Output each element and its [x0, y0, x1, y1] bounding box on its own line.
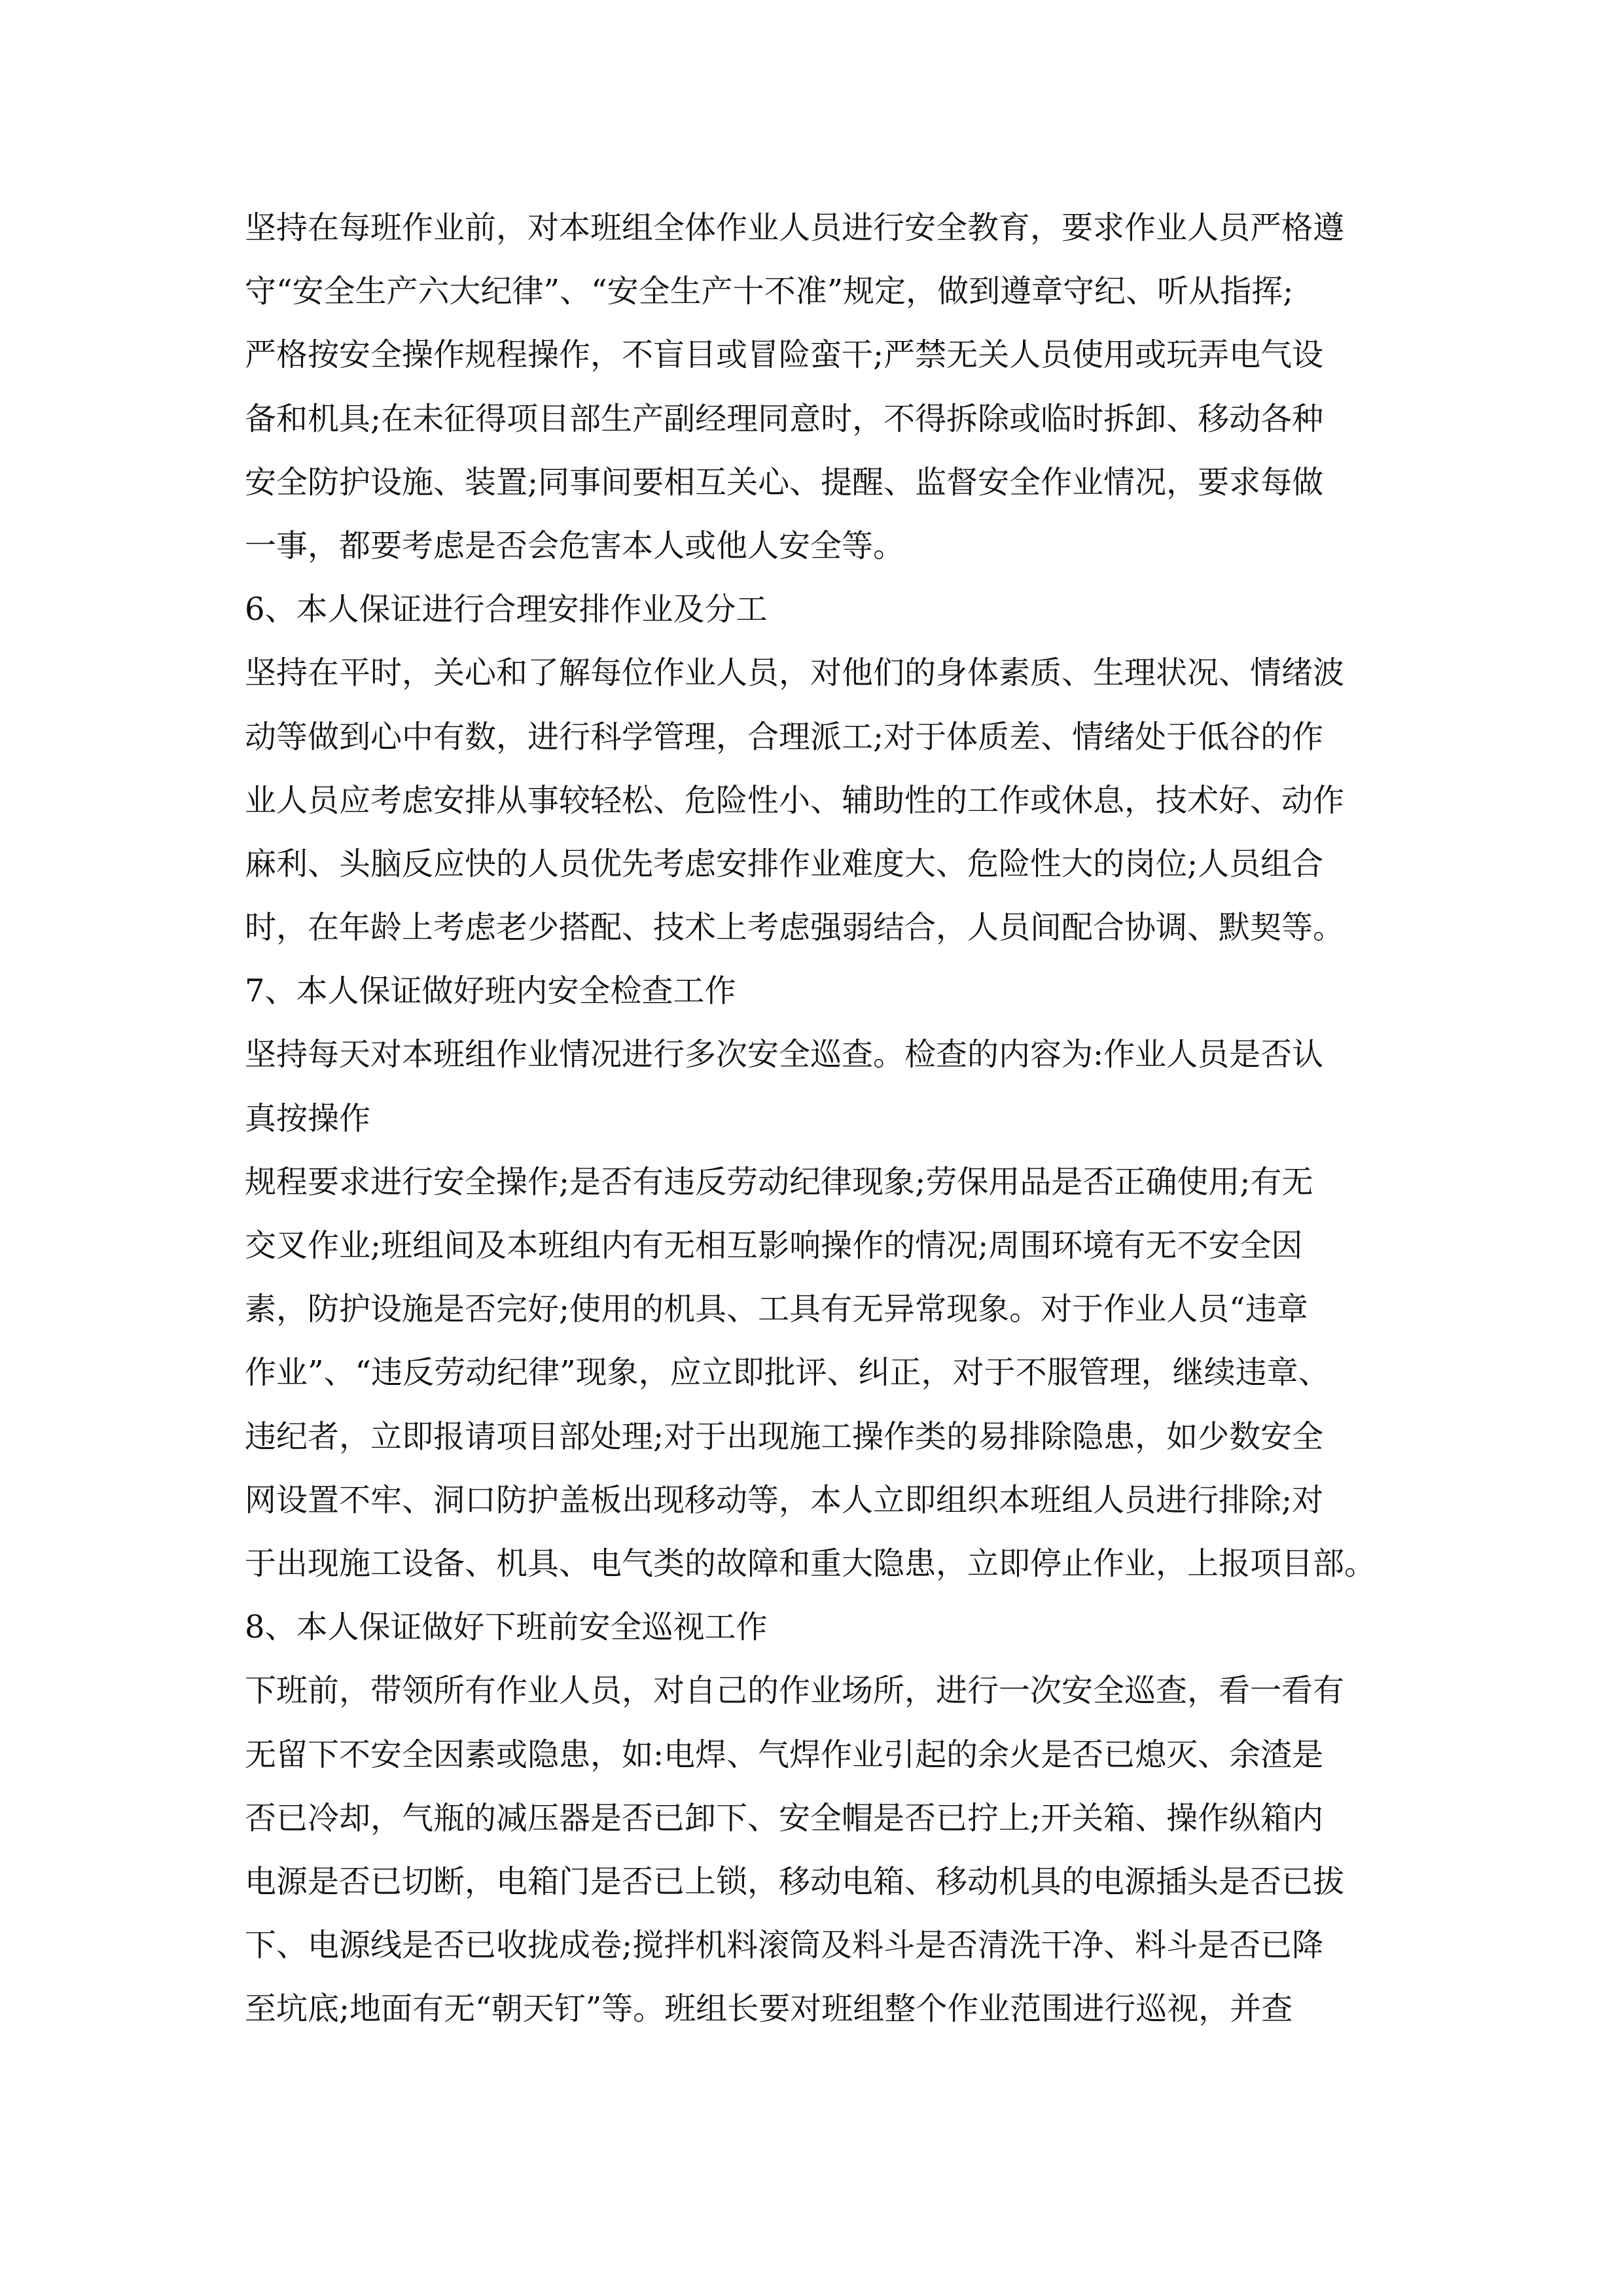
section-heading: 6、本人保证进行合理安排作业及分工: [245, 591, 768, 628]
text-line: 守“安全生产六大纪律”、“安全生产十不准”规定，做到遵章守纪、听从指挥;: [245, 273, 1294, 310]
text-line: 坚持在平时，关心和了解每位作业人员，对他们的身体素质、生理状况、情绪波: [245, 655, 1345, 692]
text-line: 真按操作: [245, 1100, 371, 1137]
text-line: 备和机具;在未征得项目部生产副经理同意时，不得拆除或临时拆卸、移动各种: [245, 400, 1324, 437]
text-line: 一事，都要考虑是否会危害本人或他人安全等。: [245, 527, 905, 564]
section-heading: 7、本人保证做好班内安全检查工作: [245, 973, 736, 1010]
text-line: 否已冷却，气瓶的减压器是否已卸下、安全帽是否已拧上;开关箱、操作纵箱内: [245, 1799, 1324, 1837]
text-line: 时，在年龄上考虑老少搭配、技术上考虑强弱结合，人员间配合协调、默契等。: [245, 909, 1345, 946]
text-line: 坚持每天对本班组作业情况进行多次安全巡查。检查的内容为:作业人员是否认: [245, 1036, 1324, 1073]
text-line: 安全防护设施、装置;同事间要相互关心、提醒、监督安全作业情况，要求每做: [245, 463, 1324, 501]
text-line: 麻利、头脑反应快的人员优先考虑安排作业难度大、危险性大的岗位;人员组合: [245, 845, 1324, 882]
text-line: 无留下不安全因素或隐患，如:电焊、气焊作业引起的余火是否已熄灭、余渣是: [245, 1736, 1324, 1773]
text-line: 业人员应考虑安排从事较轻松、危险性小、辅助性的工作或休息，技术好、动作: [245, 781, 1345, 819]
text-line: 素，防护设施是否完好;使用的机具、工具有无异常现象。对于作业人员“违章: [245, 1291, 1308, 1328]
text-line: 动等做到心中有数，进行科学管理，合理派工;对于体质差、情绪处于低谷的作: [245, 718, 1324, 755]
text-line: 坚持在每班作业前，对本班组全体作业人员进行安全教育，要求作业人员严格遵: [245, 209, 1345, 246]
text-line: 下班前，带领所有作业人员，对自己的作业场所，进行一次安全巡查，看一看有: [245, 1672, 1345, 1710]
text-line: 交叉作业;班组间及本班组内有无相互影响操作的情况;周围环境有无不安全因: [245, 1227, 1303, 1264]
text-line: 下、电源线是否已收拢成卷;搅拌机料滚筒及料斗是否清洗干净、料斗是否已降: [245, 1927, 1324, 1964]
body-text: [245, 196, 1391, 2041]
text-line: 于出现施工设备、机具、电气类的故障和重大隐患，立即停止作业，上报项目部。: [245, 1545, 1376, 1582]
text-line: 至坑底;地面有无“朝天钉”等。班组长要对班组整个作业范围进行巡视，并查: [245, 1990, 1293, 2028]
text-line: 规程要求进行安全操作;是否有违反劳动纪律现象;劳保用品是否正确使用;有无: [245, 1163, 1313, 1200]
section-heading: 8、本人保证做好下班前安全巡视工作: [245, 1609, 768, 1646]
text-line: 网设置不牢、洞口防护盖板出现移动等，本人立即组织本班组人员进行排除;对: [245, 1481, 1324, 1518]
text-line: 严格按安全操作规程操作，不盲目或冒险蛮干;严禁无关人员使用或玩弄电气设: [245, 336, 1324, 374]
text-line: 违纪者，立即报请项目部处理;对于出现施工操作类的易排除隐患，如少数安全: [245, 1418, 1324, 1455]
text-line: 电源是否已切断，电箱门是否已上锁，移动电箱、移动机具的电源插头是否已拔: [245, 1863, 1345, 1900]
text-line: 作业”、“违反劳动纪律”现象，应立即批评、纠正，对于不服管理，继续违章、: [245, 1354, 1330, 1391]
